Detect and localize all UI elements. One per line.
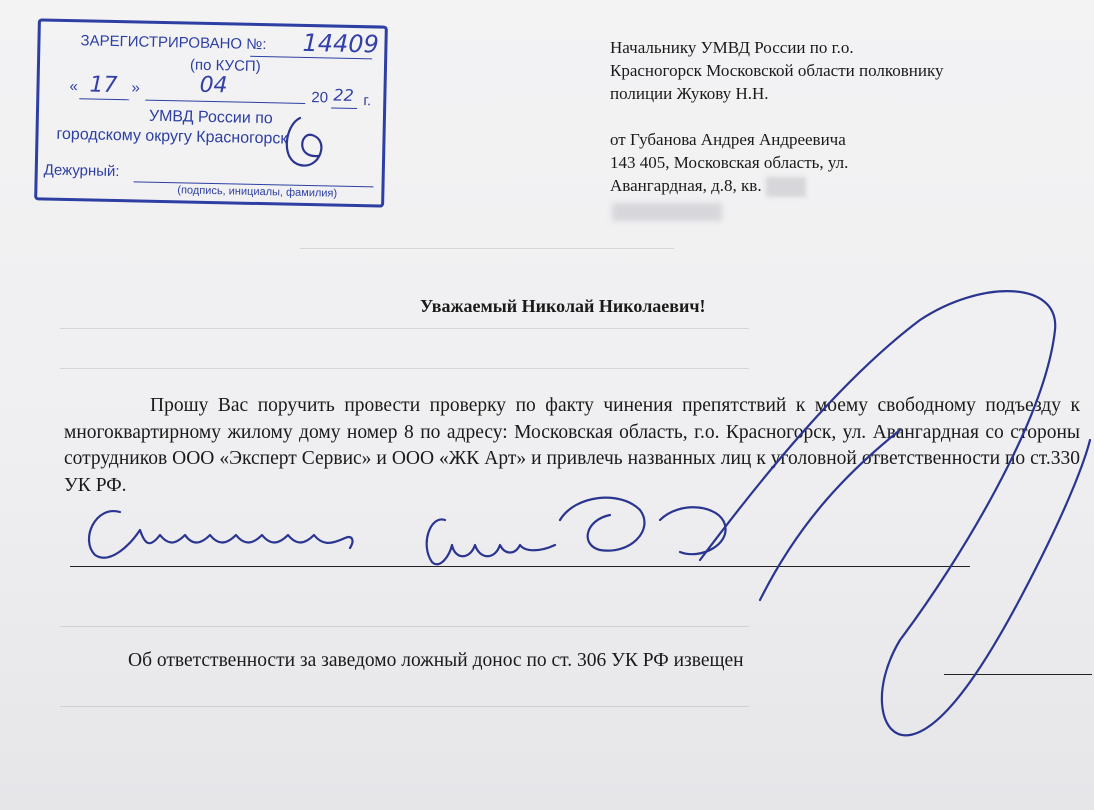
stamp-quote-close: »: [131, 79, 141, 97]
stamp-month: 04: [199, 72, 228, 99]
signature-loops: [660, 507, 726, 554]
signature-loops: [560, 498, 644, 551]
stamp-duty-label: Дежурный:: [43, 161, 120, 181]
addressee-line3: полиции Жукову Н.Н.: [610, 84, 769, 103]
sender-line1: от Губанова Андрея Андреевича: [610, 130, 846, 149]
stamp-duty-caption: (подпись, инициалы, фамилия): [177, 184, 338, 200]
stamp-kusp-label: (по КУСП): [189, 56, 261, 76]
stamp-day: 17: [89, 72, 118, 99]
sender-line3: Авангардная, д.8, кв.: [610, 176, 762, 195]
stamp-year-suffix: 22: [333, 85, 354, 105]
stamp-org-line2: городскому округу Красногорск: [56, 125, 288, 148]
show-through-text: _________________________________________________________________________________: [60, 610, 749, 629]
stamp-quote-open: «: [69, 78, 79, 96]
addressee-line2: Красногорск Московской области полковнику: [610, 61, 944, 80]
stamp-org-line1: УМВД России по: [148, 107, 273, 128]
signature-middle: [427, 519, 555, 564]
signature-left: [89, 511, 352, 558]
show-through-text: _________________________________________________________________________________: [60, 690, 749, 709]
stamp-duty-signature: [287, 118, 322, 166]
false-report-notice: Об ответственности за заведомо ложный донос по ст. 306 УК РФ извещен: [128, 650, 744, 671]
show-through-text: _________________________________________________________________________________: [60, 312, 749, 331]
greeting: Уважаемый Николай Николаевич!: [420, 296, 706, 316]
addressee-line1: Начальнику УМВД России по г.о.: [610, 38, 854, 57]
stamp-year-prefix: 20: [311, 89, 329, 107]
signature-flourish: [700, 291, 1090, 735]
stamp-number: 14409: [302, 28, 380, 59]
stamp-year-g: г.: [363, 92, 372, 110]
sender-line2: 143 405, Московская область, ул.: [610, 153, 849, 172]
show-through-text: _________________________________________________________________________________: [60, 352, 749, 371]
signature-flourish: [760, 430, 900, 600]
show-through-text: ____________________________________________: [300, 232, 674, 251]
stamp-registered-label: ЗАРЕГИСТРИРОВАНО №:: [80, 32, 267, 54]
body-text: Прошу Вас поручить провести проверку по факту чинения препятствий к моему свободному подъезду к многоквартирному жилому дому номер 8 по адресу: Московская область, г.о. Красногорск, ул. Авангардная со стороны сотрудников ООО «Эксперт Сервис» и ООО «ЖК Арт» и привлечь названных лиц к уголовной ответственности по ст.330 УК РФ.: [64, 395, 1080, 496]
